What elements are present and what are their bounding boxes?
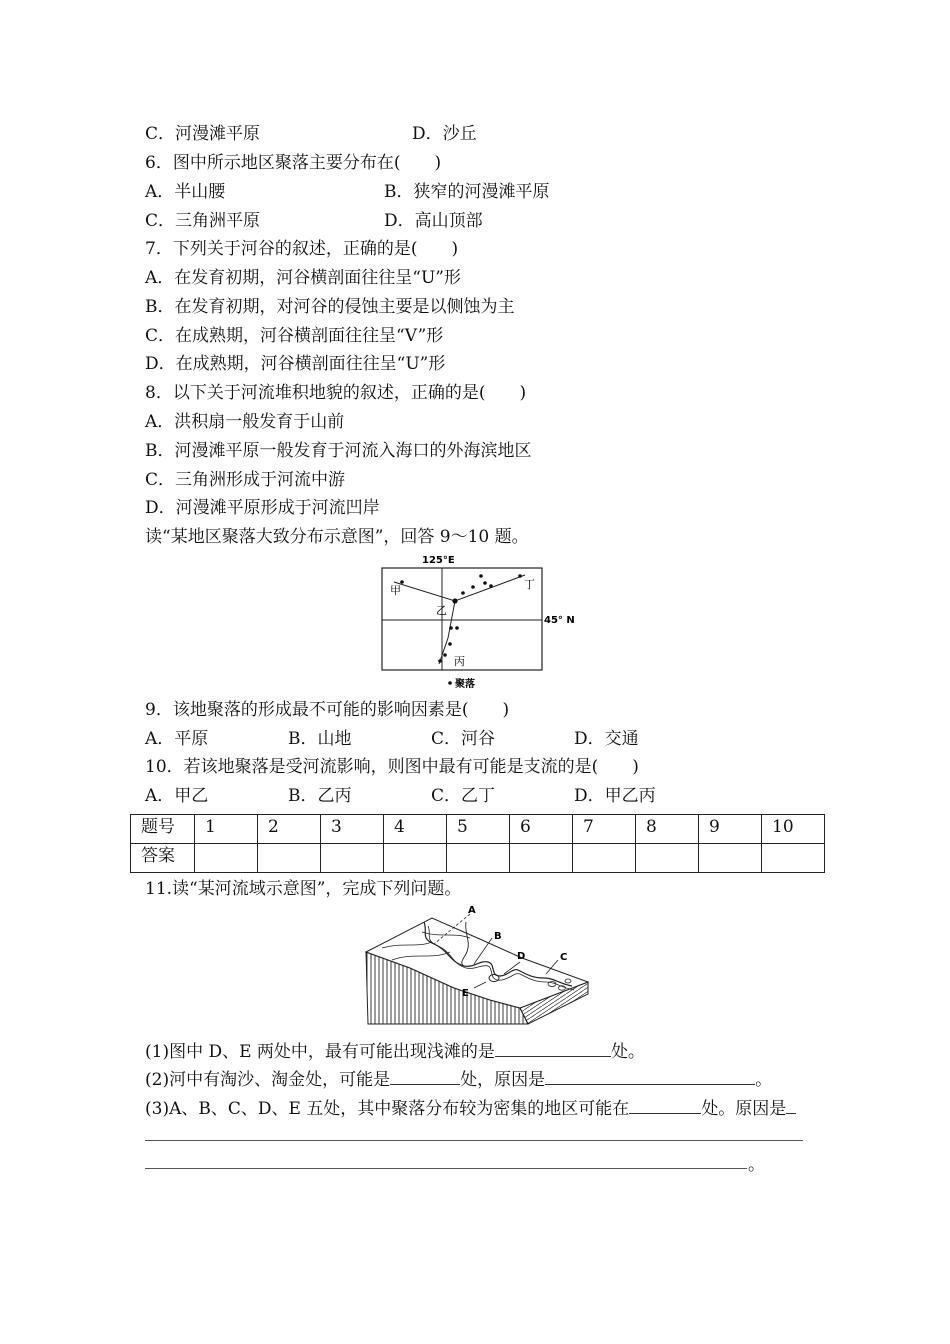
answer-cell[interactable]: [762, 844, 825, 873]
q8-option-b: B．河漫滩平原一般发育于河流入海口的外海滨地区: [145, 441, 532, 461]
q11-part2-mid: 处，原因是: [460, 1070, 546, 1090]
answer-cell[interactable]: [447, 844, 510, 873]
table-number-cell: 4: [384, 815, 447, 844]
q9-stem: 9．该地聚落的形成最不可能的影响因素是( ): [145, 700, 510, 720]
q6-stem: 6．图中所示地区聚落主要分布在( ): [145, 153, 442, 173]
q9-option-d: D．交通: [574, 729, 639, 749]
q11-stem: 11.读“某河流域示意图”，完成下列问题。: [145, 879, 462, 899]
answer-line-4[interactable]: [145, 1168, 747, 1169]
answer-table: [130, 814, 825, 873]
answer-cell[interactable]: [258, 844, 321, 873]
q10-option-b: B．乙丙: [288, 786, 352, 806]
table-number-cell: 1: [195, 815, 258, 844]
q7-stem: 7．下列关于河谷的叙述，正确的是( ): [145, 239, 459, 259]
map-latitude-label: 45° N: [544, 615, 575, 626]
legend-label: 聚落: [455, 679, 475, 690]
label-yi: 乙: [436, 604, 447, 617]
q7-option-b: B．在发育初期，对河谷的侵蚀主要是以侧蚀为主: [145, 297, 515, 317]
settlement-dot: [449, 626, 453, 630]
q11-part1-end: 处。: [610, 1042, 645, 1062]
q11-part1-text: (1)图中 D、E 两处中，最有可能出现浅滩的是: [145, 1042, 495, 1062]
answer-blank-2b[interactable]: [545, 1068, 755, 1085]
table-number-cell: 8: [636, 815, 699, 844]
q8-stem: 8．以下关于河流堆积地貌的叙述，正确的是( ): [145, 383, 527, 403]
river-basin-figure: [362, 902, 592, 1030]
river-jia-ding: [394, 575, 525, 601]
settlement-dot: [448, 642, 452, 646]
q10-option-d: D．甲乙丙: [574, 786, 656, 806]
map-longitude-label: 125°E: [422, 555, 455, 566]
q11-part2-text: (2)河中有淘沙、淘金处，可能是: [145, 1070, 391, 1090]
intro-9-10: 读“某地区聚落大致分布示意图”，回答 9～10 题。: [145, 527, 529, 547]
q5-option-c: C．河漫滩平原: [145, 124, 261, 144]
answer-cell[interactable]: [321, 844, 384, 873]
q5-option-d: D．沙丘: [412, 124, 477, 144]
answer-blank-1[interactable]: [495, 1040, 611, 1057]
q6-option-d: D．高山顶部: [384, 211, 483, 231]
table-number-cell: 7: [573, 815, 636, 844]
q7-option-d: D．在成熟期，河谷横剖面往往呈“U”形: [145, 354, 446, 374]
answer-cell[interactable]: [384, 844, 447, 873]
q8-option-d: D．河漫滩平原形成于河流凹岸: [145, 498, 380, 518]
q11-part3-mid: 处。原因是: [701, 1099, 787, 1119]
answer-line-3[interactable]: [145, 1140, 803, 1141]
q6-option-a: A．半山腰: [145, 182, 226, 202]
label-jia: 甲: [390, 584, 401, 597]
settlement-dot: [455, 626, 459, 630]
q11-part2: [145, 1068, 772, 1091]
label-bing: 丙: [454, 655, 465, 668]
settlement-dot: [483, 581, 487, 585]
q7-option-a: A．在发育初期，河谷横剖面往往呈“U”形: [145, 268, 461, 288]
q11-part2-end: 。: [755, 1070, 773, 1090]
answer-blank-2a[interactable]: [390, 1068, 460, 1085]
settlement-dot: [471, 585, 475, 589]
label-b: B: [494, 931, 502, 942]
q10-option-a: A．甲乙: [145, 786, 209, 806]
table-row-answers: [131, 844, 825, 873]
settlement-dot: [489, 584, 493, 588]
table-row-label: 答案: [131, 844, 195, 873]
settlement-map-figure: [370, 552, 580, 692]
table-number-cell: 9: [699, 815, 762, 844]
table-number-cell: 5: [447, 815, 510, 844]
answer-blank-3a[interactable]: [629, 1097, 701, 1114]
settlement-dot: [461, 591, 465, 595]
answer-cell[interactable]: [636, 844, 699, 873]
answer-cell[interactable]: [699, 844, 762, 873]
table-number-cell: 6: [510, 815, 573, 844]
settlement-dot: [452, 598, 457, 603]
q11-part1: [145, 1040, 645, 1063]
q10-stem: 10．若该地聚落是受河流影响，则图中最有可能是支流的是( ): [145, 757, 639, 777]
label-c: C: [560, 952, 568, 963]
table-number-cell: 10: [762, 815, 825, 844]
answer-cell[interactable]: [195, 844, 258, 873]
q10-option-c: C．乙丁: [431, 786, 496, 806]
q8-option-a: A．洪积扇一般发育于山前: [145, 412, 345, 432]
q6-option-c: C．三角洲平原: [145, 211, 261, 231]
settlement-dot: [438, 659, 442, 663]
label-e: E: [462, 988, 469, 999]
q11-part3-text: (3)A、B、C、D、E 五处，其中聚落分布较为密集的地区可能在: [145, 1099, 630, 1119]
label-d: D: [517, 951, 526, 962]
q9-option-c: C．河谷: [431, 729, 496, 749]
answer-end-mark: 。: [748, 1155, 765, 1175]
table-number-cell: 3: [321, 815, 384, 844]
settlement-dot: [479, 574, 483, 578]
settlement-dot: [518, 574, 522, 578]
legend-dot: [448, 681, 452, 685]
table-row-label: 题号: [131, 815, 195, 844]
label-ding: 丁: [524, 578, 535, 591]
q9-option-a: A．平原: [145, 729, 209, 749]
q6-option-b: B．狭窄的河漫滩平原: [384, 182, 550, 202]
answer-blank-3b[interactable]: [786, 1097, 796, 1114]
answer-cell[interactable]: [573, 844, 636, 873]
table-number-cell: 2: [258, 815, 321, 844]
q7-option-c: C．在成熟期，河谷横剖面往往呈“V”形: [145, 326, 444, 346]
q11-part3: [145, 1097, 796, 1120]
label-a: A: [468, 905, 476, 916]
table-row-numbers: [131, 815, 825, 844]
answer-cell[interactable]: [510, 844, 573, 873]
settlement-dot: [443, 653, 447, 657]
q9-option-b: B．山地: [288, 729, 352, 749]
q8-option-c: C．三角洲形成于河流中游: [145, 470, 346, 490]
